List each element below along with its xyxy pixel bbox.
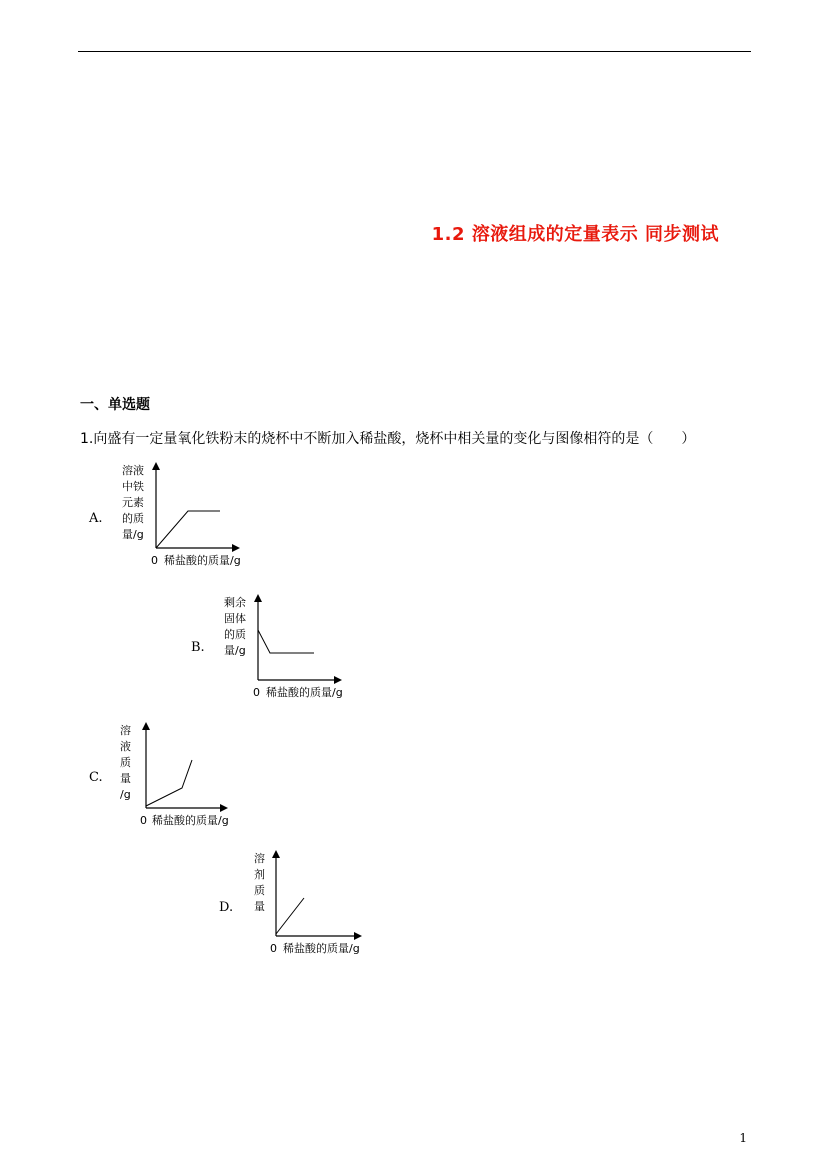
option-d-y-arrow xyxy=(272,850,280,858)
option-c-origin: 0 xyxy=(140,814,147,827)
option-d-ylabel-2: 剂 xyxy=(254,868,265,881)
option-a-ylabel-3: 元素 xyxy=(122,496,144,509)
option-c-y-arrow xyxy=(142,722,150,730)
option-a-x-arrow xyxy=(232,544,240,552)
option-d-origin: 0 xyxy=(270,942,277,955)
option-c-curve xyxy=(146,760,192,806)
option-a-xlabel: 稀盐酸的质量/g xyxy=(164,554,241,567)
option-a-label: A. xyxy=(89,511,103,526)
option-c-xlabel: 稀盐酸的质量/g xyxy=(152,814,229,827)
option-d-label: D. xyxy=(219,900,234,915)
option-c-label: C. xyxy=(89,770,103,785)
option-b-ylabel-1: 剩余 xyxy=(224,596,246,609)
option-a-origin: 0 xyxy=(151,554,158,567)
option-b-label: B. xyxy=(191,640,205,655)
option-a-y-arrow xyxy=(152,462,160,470)
option-c-graph xyxy=(112,720,242,830)
option-b-ylabel-2: 固体 xyxy=(224,612,246,625)
option-a-ylabel-2: 中铁 xyxy=(122,480,144,493)
option-a-curve xyxy=(156,511,220,548)
option-c-ylabel-5: /g xyxy=(120,788,131,801)
option-b-curve xyxy=(258,630,314,653)
option-d-ylabel-4: 量 xyxy=(254,900,265,913)
option-b-graph xyxy=(222,592,352,702)
option-c-ylabel-2: 液 xyxy=(120,740,131,753)
section-heading: 一、单选题 xyxy=(80,397,150,413)
option-b-x-arrow xyxy=(334,676,342,684)
option-a-ylabel-1: 溶液 xyxy=(122,464,144,477)
option-d-ylabel-3: 质 xyxy=(254,884,265,897)
option-c-ylabel-3: 质 xyxy=(120,756,131,769)
option-c-ylabel-4: 量 xyxy=(120,772,131,785)
option-b-ylabel-3: 的质 xyxy=(224,628,246,641)
option-d-xlabel: 稀盐酸的质量/g xyxy=(283,942,360,955)
option-a-ylabel-5: 量/g xyxy=(122,528,144,541)
header-rule xyxy=(78,51,751,52)
document-title: 1.2 溶液组成的定量表示 同步测试 xyxy=(431,224,719,245)
option-a-ylabel-4: 的质 xyxy=(122,512,144,525)
option-c-x-arrow xyxy=(220,804,228,812)
page-number: 1 xyxy=(739,1131,747,1145)
option-d-curve xyxy=(276,898,304,934)
option-b-ylabel-4: 量/g xyxy=(224,644,246,657)
option-b-y-arrow xyxy=(254,594,262,602)
option-d-graph xyxy=(248,848,378,958)
question-1-text: 1.向盛有一定量氧化铁粉末的烧杯中不断加入稀盐酸，烧杯中相关量的变化与图像相符的是（ ） xyxy=(80,431,696,447)
option-d-ylabel-1: 溶 xyxy=(254,852,265,865)
option-b-origin: 0 xyxy=(253,686,260,699)
option-c-ylabel-1: 溶 xyxy=(120,724,131,737)
option-b-xlabel: 稀盐酸的质量/g xyxy=(266,686,343,699)
option-a-graph xyxy=(120,460,250,570)
option-d-x-arrow xyxy=(354,932,362,940)
